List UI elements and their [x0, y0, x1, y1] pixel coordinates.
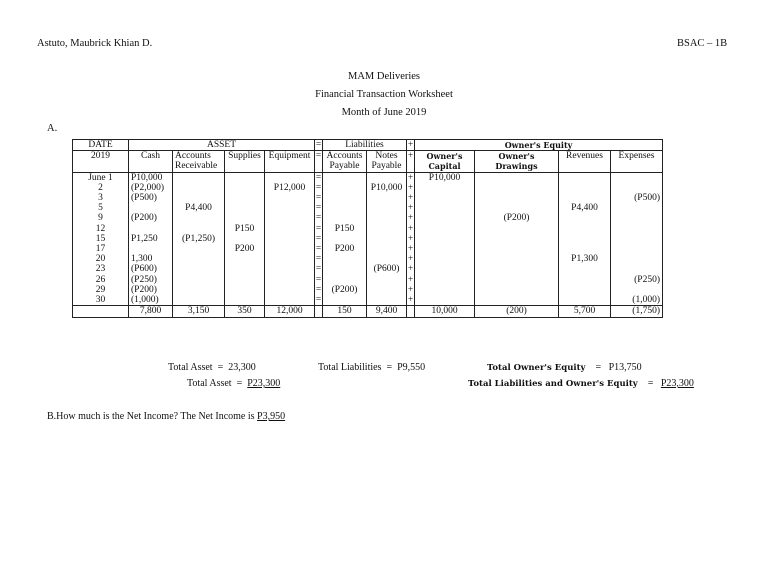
table-cell — [613, 244, 660, 254]
table-cell: (1,000) — [632, 295, 660, 306]
table-cell: (P200) — [503, 213, 530, 224]
table-cell: P4,400 — [185, 203, 212, 214]
table-cell — [613, 213, 660, 223]
table-cell — [613, 285, 660, 295]
table-cell — [267, 193, 312, 203]
table-cell — [267, 264, 312, 274]
table-cell: 9 — [98, 213, 103, 224]
total-cash: 7,800 — [129, 306, 173, 318]
table-cell: 29 — [95, 284, 106, 295]
table-cell: + — [407, 284, 414, 295]
table-cell: 12 — [95, 223, 106, 234]
table-cell: + — [407, 254, 414, 265]
table-cell — [175, 193, 222, 203]
total-le-value: P23,300 — [660, 378, 694, 389]
table-cell: = — [315, 233, 322, 244]
cash-header: Cash — [129, 151, 173, 172]
table-cell: = — [315, 274, 322, 285]
expenses-header: Expenses — [611, 151, 663, 172]
notes-payable-header: Notes Payable — [367, 151, 407, 172]
table-cell: + — [407, 203, 414, 214]
year-header: 2019 — [73, 151, 129, 172]
table-cell — [227, 295, 262, 305]
cash-column — [129, 172, 173, 306]
table-cell — [325, 295, 364, 305]
table-cell — [477, 193, 556, 203]
transactions-body-row — [73, 172, 663, 306]
table-cell: + — [407, 264, 414, 275]
table-cell — [227, 254, 262, 264]
table-cell: P1,250 — [131, 233, 158, 244]
supplies-header: Supplies — [225, 151, 265, 172]
table-cell — [613, 264, 660, 274]
table-cell — [227, 193, 262, 203]
table-cell — [227, 275, 262, 285]
table-cell — [613, 254, 660, 264]
total-liabilities-label: Total Liabilities — [318, 362, 382, 373]
table-cell: P150 — [334, 223, 355, 234]
equipment-header: Equipment — [265, 151, 315, 172]
table-cell: June 1 — [88, 172, 113, 183]
notes-payable-column — [367, 172, 407, 306]
table-cell — [175, 183, 222, 193]
liabilities-group-header: Liabilities — [323, 140, 407, 151]
transaction-worksheet-table — [72, 139, 663, 318]
total-notes-payable: 9,400 — [367, 306, 407, 318]
table-cell — [175, 244, 222, 254]
table-cell — [325, 193, 364, 203]
table-cell — [267, 173, 312, 183]
table-cell: P10,000 — [131, 172, 163, 183]
part-b-question: B.How much is the Net Income? The Net Income is — [47, 411, 255, 422]
table-cell — [477, 275, 556, 285]
table-cell: 2 — [98, 182, 103, 193]
table-cell — [131, 244, 170, 254]
table-cell — [175, 224, 222, 234]
table-cell: = — [315, 172, 322, 183]
table-cell — [175, 285, 222, 295]
table-cell — [227, 203, 262, 213]
revenues-column — [559, 172, 611, 306]
total-asset-line-2 — [187, 378, 280, 389]
total-liabilities-value: P9,550 — [397, 362, 426, 373]
worksheet-period: Month of June 2019 — [341, 107, 427, 118]
table-cell — [417, 275, 472, 285]
table-cell — [325, 234, 364, 244]
table-cell: P4,400 — [571, 203, 598, 214]
table-cell — [477, 244, 556, 254]
total-owners-equity-label: Total Owner's Equity — [487, 363, 586, 373]
table-cell: = — [315, 193, 322, 204]
table-cell — [369, 254, 404, 264]
table-cell — [417, 285, 472, 295]
table-cell — [325, 203, 364, 213]
table-cell — [369, 244, 404, 254]
table-cell — [369, 224, 404, 234]
date-group-header: DATE — [73, 140, 129, 151]
owners-equity-group-header: Owner's Equity — [415, 140, 663, 151]
table-cell: (P500) — [634, 193, 660, 204]
total-owners-equity-value: P13,750 — [608, 362, 642, 373]
table-cell: = — [315, 264, 322, 275]
table-cell — [477, 173, 556, 183]
table-cell — [369, 295, 404, 305]
total-asset-eq-2: = — [236, 378, 243, 389]
table-cell: P200 — [334, 244, 355, 255]
table-cell: + — [407, 223, 414, 234]
table-cell — [561, 285, 608, 295]
table-cell — [369, 285, 404, 295]
table-cell: P10,000 — [428, 172, 461, 183]
table-cell — [477, 203, 556, 213]
table-cell — [417, 264, 472, 274]
table-cell: + — [407, 172, 414, 183]
table-cell — [561, 193, 608, 203]
table-cell: 23 — [95, 264, 106, 275]
table-cell — [477, 285, 556, 295]
table-cell — [227, 213, 262, 223]
table-cell — [561, 183, 608, 193]
table-cell — [477, 183, 556, 193]
table-cell — [227, 234, 262, 244]
table-cell — [417, 234, 472, 244]
accounts-payable-header: Accounts Payable — [323, 151, 367, 172]
revenues-header: Revenues — [559, 151, 611, 172]
table-cell — [227, 173, 262, 183]
table-cell: (P500) — [131, 193, 157, 204]
table-cell — [325, 213, 364, 223]
table-cell — [613, 224, 660, 234]
date-column — [73, 172, 129, 306]
table-cell — [613, 203, 660, 213]
table-cell: + — [407, 213, 414, 224]
table-cell — [561, 224, 608, 234]
accounts-receivable-header: Accounts Receivable — [173, 151, 225, 172]
table-cell: (P600) — [373, 264, 400, 275]
equipment-column — [265, 172, 315, 306]
table-cell — [417, 295, 472, 305]
table-cell — [131, 203, 170, 213]
part-b-line — [47, 411, 285, 422]
table-cell: 3 — [98, 193, 103, 204]
total-asset-value: 23,300 — [228, 362, 256, 373]
table-cell — [325, 173, 364, 183]
table-cell: 30 — [95, 295, 106, 306]
table-cell — [267, 224, 312, 234]
table-cell — [325, 254, 364, 264]
total-le-label: Total Liabilities and Owner's Equity — [468, 379, 638, 389]
part-a-label: A. — [47, 123, 58, 134]
owners-capital-column — [415, 172, 475, 306]
supplies-column — [225, 172, 265, 306]
table-cell: P200 — [234, 244, 255, 255]
table-cell: = — [315, 254, 322, 265]
total-equipment: 12,000 — [265, 306, 315, 318]
table-cell: + — [407, 182, 414, 193]
table-cell: 17 — [95, 244, 106, 255]
table-cell — [477, 264, 556, 274]
table-cell — [561, 295, 608, 305]
equals-symbol: = — [315, 151, 323, 172]
net-income-answer: P3,950 — [257, 411, 286, 422]
table-cell — [175, 295, 222, 305]
table-cell: 26 — [95, 274, 106, 285]
table-cell — [369, 275, 404, 285]
table-cell — [175, 213, 222, 223]
table-cell — [477, 295, 556, 305]
table-cell: = — [315, 223, 322, 234]
totals-equals-cell — [315, 306, 323, 318]
table-cell — [561, 234, 608, 244]
table-cell: P12,000 — [273, 182, 306, 193]
table-cell: P150 — [234, 223, 255, 234]
table-cell — [227, 285, 262, 295]
table-cell — [477, 224, 556, 234]
table-cell — [267, 234, 312, 244]
table-cell — [369, 213, 404, 223]
table-cell: = — [315, 213, 322, 224]
table-cell: + — [407, 193, 414, 204]
worksheet-title: Financial Transaction Worksheet — [315, 89, 453, 100]
table-cell: = — [315, 182, 322, 193]
course-section: BSAC – 1B — [677, 38, 728, 49]
total-asset-line — [168, 362, 256, 373]
table-cell: (P1,250) — [182, 233, 215, 244]
total-asset-label: Total Asset — [168, 362, 213, 373]
table-cell — [561, 275, 608, 285]
table-cell — [417, 213, 472, 223]
table-cell — [369, 193, 404, 203]
table-cell: = — [315, 284, 322, 295]
table-cell — [267, 203, 312, 213]
table-cell — [417, 183, 472, 193]
table-cell — [477, 254, 556, 264]
table-cell — [175, 264, 222, 274]
table-cell — [131, 224, 170, 234]
table-cell: 15 — [95, 233, 106, 244]
expenses-column — [611, 172, 663, 306]
total-supplies: 350 — [225, 306, 265, 318]
table-cell — [175, 275, 222, 285]
table-cell — [561, 173, 608, 183]
asset-group-header: ASSET — [129, 140, 315, 151]
table-cell — [325, 275, 364, 285]
plus-column — [407, 172, 415, 306]
table-cell: P1,300 — [571, 254, 598, 265]
total-liabilities-line — [318, 362, 425, 373]
total-expenses: (1,750) — [611, 306, 663, 318]
table-cell — [369, 173, 404, 183]
table-cell — [325, 183, 364, 193]
table-cell: (P200) — [331, 284, 358, 295]
table-cell — [267, 244, 312, 254]
table-cell: P10,000 — [370, 182, 403, 193]
equals-group-header: = — [315, 140, 322, 150]
accounts-receivable-column — [173, 172, 225, 306]
totals-date-cell — [73, 306, 129, 318]
table-cell: + — [407, 244, 414, 255]
table-cell — [369, 234, 404, 244]
total-accounts-receivable: 3,150 — [173, 306, 225, 318]
table-cell — [267, 275, 312, 285]
equals-column — [315, 172, 323, 306]
table-cell: (P250) — [131, 274, 157, 285]
total-liabilities-eq: = — [386, 362, 393, 373]
table-cell: 1,300 — [131, 254, 153, 265]
column-header-row — [73, 151, 663, 172]
table-cell — [417, 254, 472, 264]
table-cell — [613, 234, 660, 244]
table-cell: = — [315, 203, 322, 214]
table-cell — [267, 254, 312, 264]
table-cell — [613, 183, 660, 193]
total-asset-eq: = — [217, 362, 224, 373]
table-cell — [561, 244, 608, 254]
table-cell: + — [407, 233, 414, 244]
table-cell: 20 — [95, 254, 106, 265]
table-cell — [325, 264, 364, 274]
totals-plus-cell — [407, 306, 415, 318]
total-revenues: 5,700 — [559, 306, 611, 318]
table-cell — [613, 173, 660, 183]
total-le-line — [468, 378, 694, 389]
total-owners-equity-line — [487, 362, 642, 373]
table-cell — [267, 295, 312, 305]
plus-group-header: + — [407, 140, 414, 150]
table-cell: = — [315, 295, 322, 306]
table-cell — [175, 254, 222, 264]
table-cell: + — [407, 274, 414, 285]
table-cell: (P600) — [131, 264, 157, 275]
total-accounts-payable: 150 — [323, 306, 367, 318]
table-cell: (1,000) — [131, 295, 159, 306]
group-header-row — [73, 140, 663, 151]
table-cell — [417, 203, 472, 213]
table-cell: 5 — [98, 203, 103, 214]
table-cell: = — [315, 244, 322, 255]
table-cell: (P250) — [634, 274, 660, 285]
table-cell — [227, 183, 262, 193]
total-le-eq: = — [647, 378, 654, 389]
table-cell — [267, 213, 312, 223]
table-cell: + — [407, 295, 414, 306]
table-cell — [267, 285, 312, 295]
company-name: MAM Deliveries — [347, 71, 421, 82]
table-cell — [175, 173, 222, 183]
table-cell — [417, 244, 472, 254]
table-cell: (P2,000) — [131, 182, 164, 193]
owners-drawings-header: Owner's Drawings — [475, 151, 559, 172]
total-owners-drawings: (200) — [475, 306, 559, 318]
totals-row — [73, 306, 663, 318]
table-cell — [561, 264, 608, 274]
table-cell — [561, 213, 608, 223]
owners-drawings-column — [475, 172, 559, 306]
accounts-payable-column — [323, 172, 367, 306]
table-cell — [417, 224, 472, 234]
table-cell — [477, 234, 556, 244]
total-asset-value-2: P23,300 — [247, 378, 281, 389]
total-asset-label-2: Total Asset — [187, 378, 232, 389]
table-cell — [227, 264, 262, 274]
total-owners-equity-eq: = — [595, 362, 602, 373]
table-cell: (P200) — [131, 284, 157, 295]
table-cell — [417, 193, 472, 203]
total-owners-capital: 10,000 — [415, 306, 475, 318]
table-cell: (P200) — [131, 213, 157, 224]
student-name: Astuto, Maubrick Khian D. — [37, 38, 153, 49]
table-cell — [369, 203, 404, 213]
owners-capital-header: Owner's Capital — [415, 151, 475, 172]
plus-symbol: + — [407, 151, 415, 172]
